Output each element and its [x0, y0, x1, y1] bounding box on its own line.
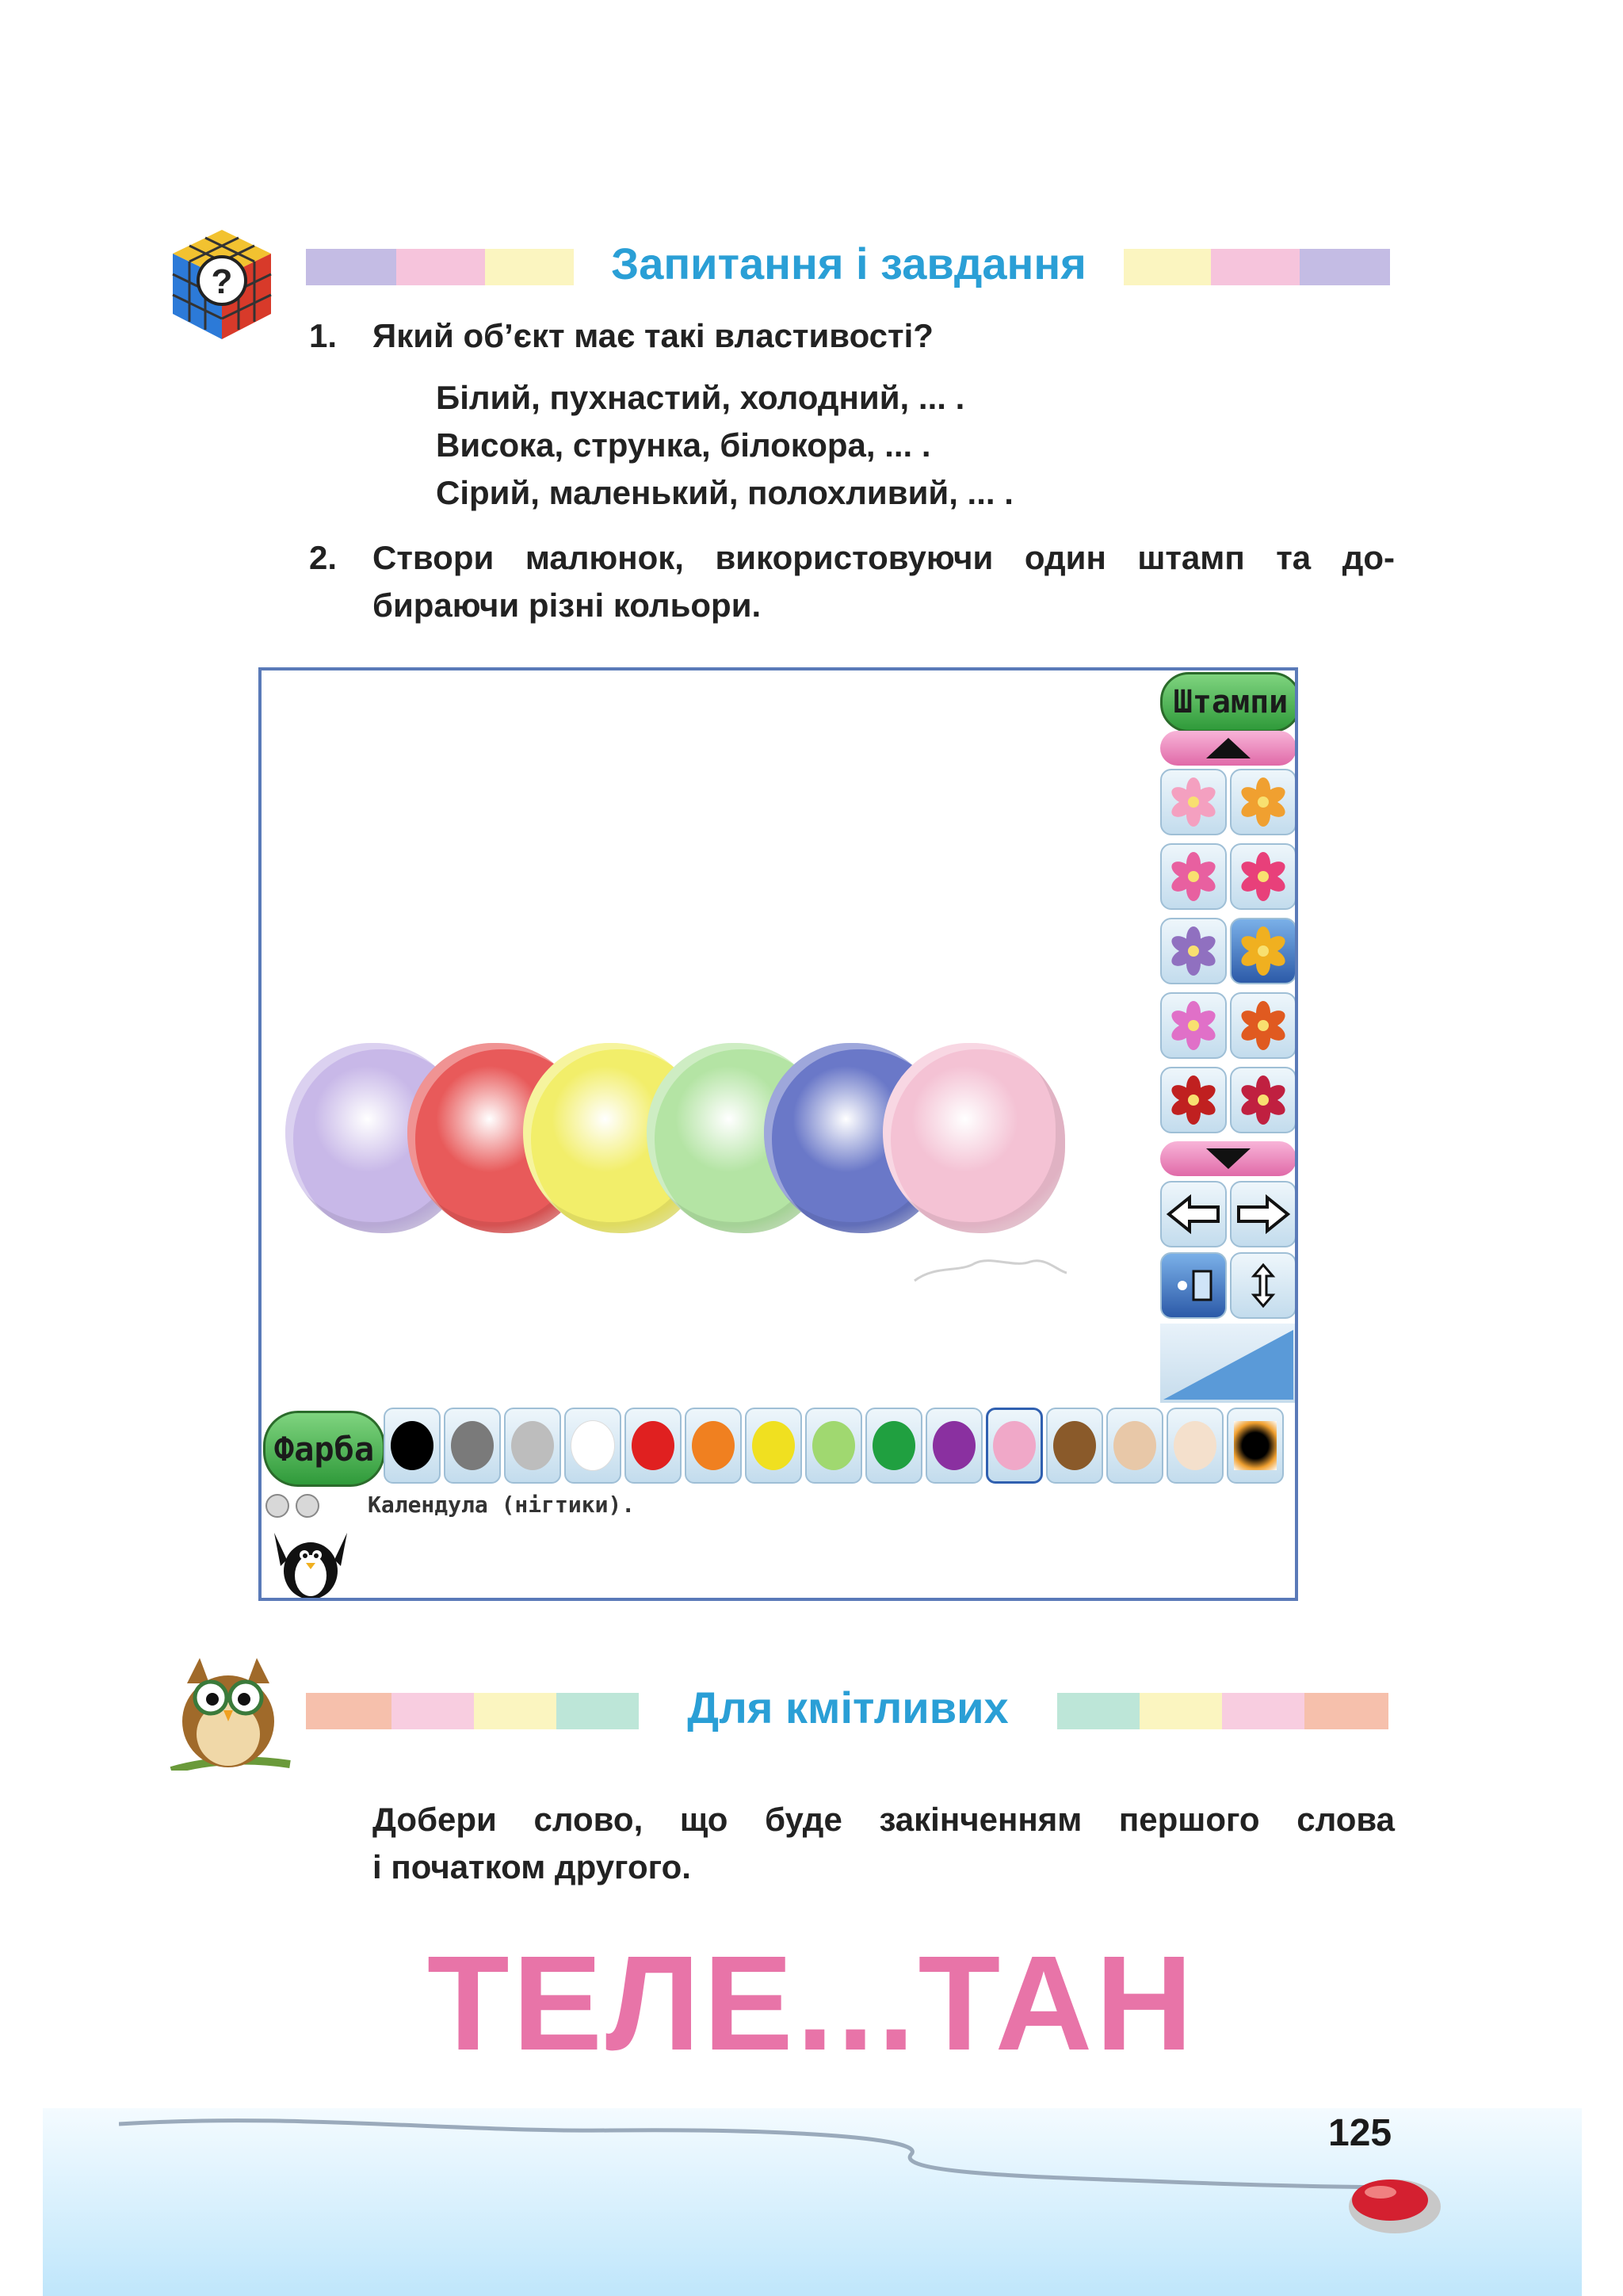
scribble-mark — [911, 1249, 1070, 1289]
mouse-cable — [119, 2099, 1426, 2202]
tux-penguin-icon — [263, 1528, 358, 1599]
color-palette — [384, 1408, 1295, 1487]
flip-arrow-icon — [1247, 1262, 1279, 1309]
flower-icon — [1168, 777, 1219, 827]
color-swatch[interactable] — [624, 1408, 682, 1484]
color-dot — [812, 1421, 855, 1470]
color-swatch[interactable] — [865, 1408, 922, 1484]
tuxpaint-window — [258, 667, 1298, 1601]
owl-icon — [155, 1652, 298, 1771]
stamp-button[interactable] — [1160, 769, 1227, 835]
triangle-up-icon — [1205, 736, 1252, 760]
arrow-right-icon — [1235, 1194, 1291, 1234]
header-bar-segment — [1304, 1693, 1388, 1729]
color-swatch[interactable] — [685, 1408, 742, 1484]
color-dot — [1234, 1421, 1277, 1470]
stamp-button[interactable] — [1160, 843, 1227, 910]
color-dot — [1053, 1421, 1096, 1470]
question-text: Який об’єкт має такі властивості? — [372, 317, 934, 354]
color-dot — [511, 1421, 554, 1470]
flower-icon — [1238, 777, 1289, 827]
stamp-button[interactable] — [1230, 1067, 1296, 1133]
paint-label: Фарба — [263, 1411, 385, 1487]
header-bar-segment — [556, 1693, 639, 1729]
question-number: 1. — [309, 317, 338, 354]
color-swatch[interactable] — [1106, 1408, 1163, 1484]
riddle-text: і початком другого. — [372, 1848, 691, 1885]
previous-button[interactable] — [1160, 1181, 1227, 1247]
color-swatch[interactable] — [1046, 1408, 1103, 1484]
color-swatch[interactable] — [986, 1408, 1043, 1484]
scroll-down-button[interactable] — [1160, 1141, 1296, 1176]
header-bar-segment — [1211, 249, 1300, 285]
answer-line: Сірий, маленький, полохливий, ... . — [436, 474, 1014, 511]
header-bar-segment — [485, 249, 574, 285]
rubik-cube-icon — [168, 225, 276, 344]
header-bar-segment — [391, 1693, 474, 1729]
stamp-button[interactable] — [1160, 1067, 1227, 1133]
section-title: Запитання і завдання — [611, 239, 1086, 288]
flower-icon — [1168, 926, 1219, 976]
flip-button[interactable] — [1230, 1252, 1296, 1319]
flower-icon — [1168, 1075, 1219, 1125]
mirror-button[interactable] — [1160, 1252, 1227, 1319]
color-dot — [933, 1421, 976, 1470]
color-swatch[interactable] — [444, 1408, 501, 1484]
stamp-button[interactable] — [1230, 843, 1296, 910]
header-bar-segment — [1124, 249, 1211, 285]
stamp-button[interactable] — [1230, 769, 1296, 835]
flower-icon — [1238, 926, 1289, 976]
color-swatch[interactable] — [564, 1408, 621, 1484]
svg-text:?: ? — [211, 262, 233, 301]
flower-icon — [1168, 1000, 1219, 1051]
color-dot — [752, 1421, 795, 1470]
color-swatch[interactable] — [805, 1408, 862, 1484]
mirror-icon — [1170, 1262, 1217, 1309]
color-dot — [391, 1421, 433, 1470]
color-dot — [1174, 1421, 1216, 1470]
scroll-up-button[interactable] — [1160, 731, 1296, 766]
sound-icon — [263, 1490, 334, 1522]
arrow-left-icon — [1166, 1194, 1221, 1234]
header-bar-segment — [1140, 1693, 1222, 1729]
riddle-text: Добери слово, що буде закінченням першого слова — [372, 1801, 1395, 1838]
stamps-label: Штампи — [1160, 672, 1298, 732]
color-swatch[interactable] — [745, 1408, 802, 1484]
stamp-button[interactable] — [1230, 918, 1296, 984]
header-bar-segment — [396, 249, 485, 285]
flower-icon — [1238, 851, 1289, 902]
question-text: бираючи різні кольори. — [372, 586, 762, 624]
color-dot — [692, 1421, 735, 1470]
answer-line: Білий, пухнастий, холодний, ... . — [436, 379, 965, 416]
header-bar-segment — [1222, 1693, 1304, 1729]
sound-controls[interactable] — [263, 1490, 334, 1522]
section-title: Для кмітливих — [687, 1683, 1009, 1733]
color-dot — [1113, 1421, 1156, 1470]
color-swatch[interactable] — [384, 1408, 441, 1484]
status-text: Календула (нігтики). — [368, 1492, 636, 1518]
flower-icon — [1168, 851, 1219, 902]
header-bar-segment — [306, 1693, 391, 1729]
color-dot — [451, 1421, 494, 1470]
header-bar-segment — [1057, 1693, 1140, 1729]
answer-line: Висока, струнка, білокора, ... . — [436, 426, 931, 464]
riddle-word: ТЕЛЕ...ТАН — [426, 1928, 1197, 2079]
color-swatch[interactable] — [1167, 1408, 1224, 1484]
color-swatch[interactable] — [926, 1408, 983, 1484]
header-bar-segment — [306, 249, 396, 285]
page-number: 125 — [1328, 2112, 1392, 2154]
computer-mouse-icon — [1342, 2168, 1445, 2240]
flower-icon — [1238, 1000, 1289, 1051]
color-dot — [873, 1421, 915, 1470]
header-bar-segment — [1300, 249, 1390, 285]
header-bar-segment — [474, 1693, 556, 1729]
next-button[interactable] — [1230, 1181, 1296, 1247]
size-ramp-icon — [1160, 1324, 1296, 1403]
size-slider[interactable] — [1160, 1324, 1296, 1403]
flower-icon — [1238, 1075, 1289, 1125]
stamp-button[interactable] — [1160, 918, 1227, 984]
color-dot — [571, 1420, 615, 1471]
stamp-button[interactable] — [1230, 992, 1296, 1059]
color-swatch[interactable] — [504, 1408, 561, 1484]
triangle-down-icon — [1205, 1147, 1252, 1171]
stamp-button[interactable] — [1160, 992, 1227, 1059]
color-dot — [632, 1421, 674, 1470]
color-swatch[interactable] — [1227, 1408, 1284, 1484]
color-dot — [993, 1421, 1036, 1470]
question-text: Створи малюнок, використовуючи один штамп та до- — [372, 539, 1395, 576]
question-number: 2. — [309, 539, 338, 576]
drawing-canvas[interactable] — [262, 670, 1157, 1408]
